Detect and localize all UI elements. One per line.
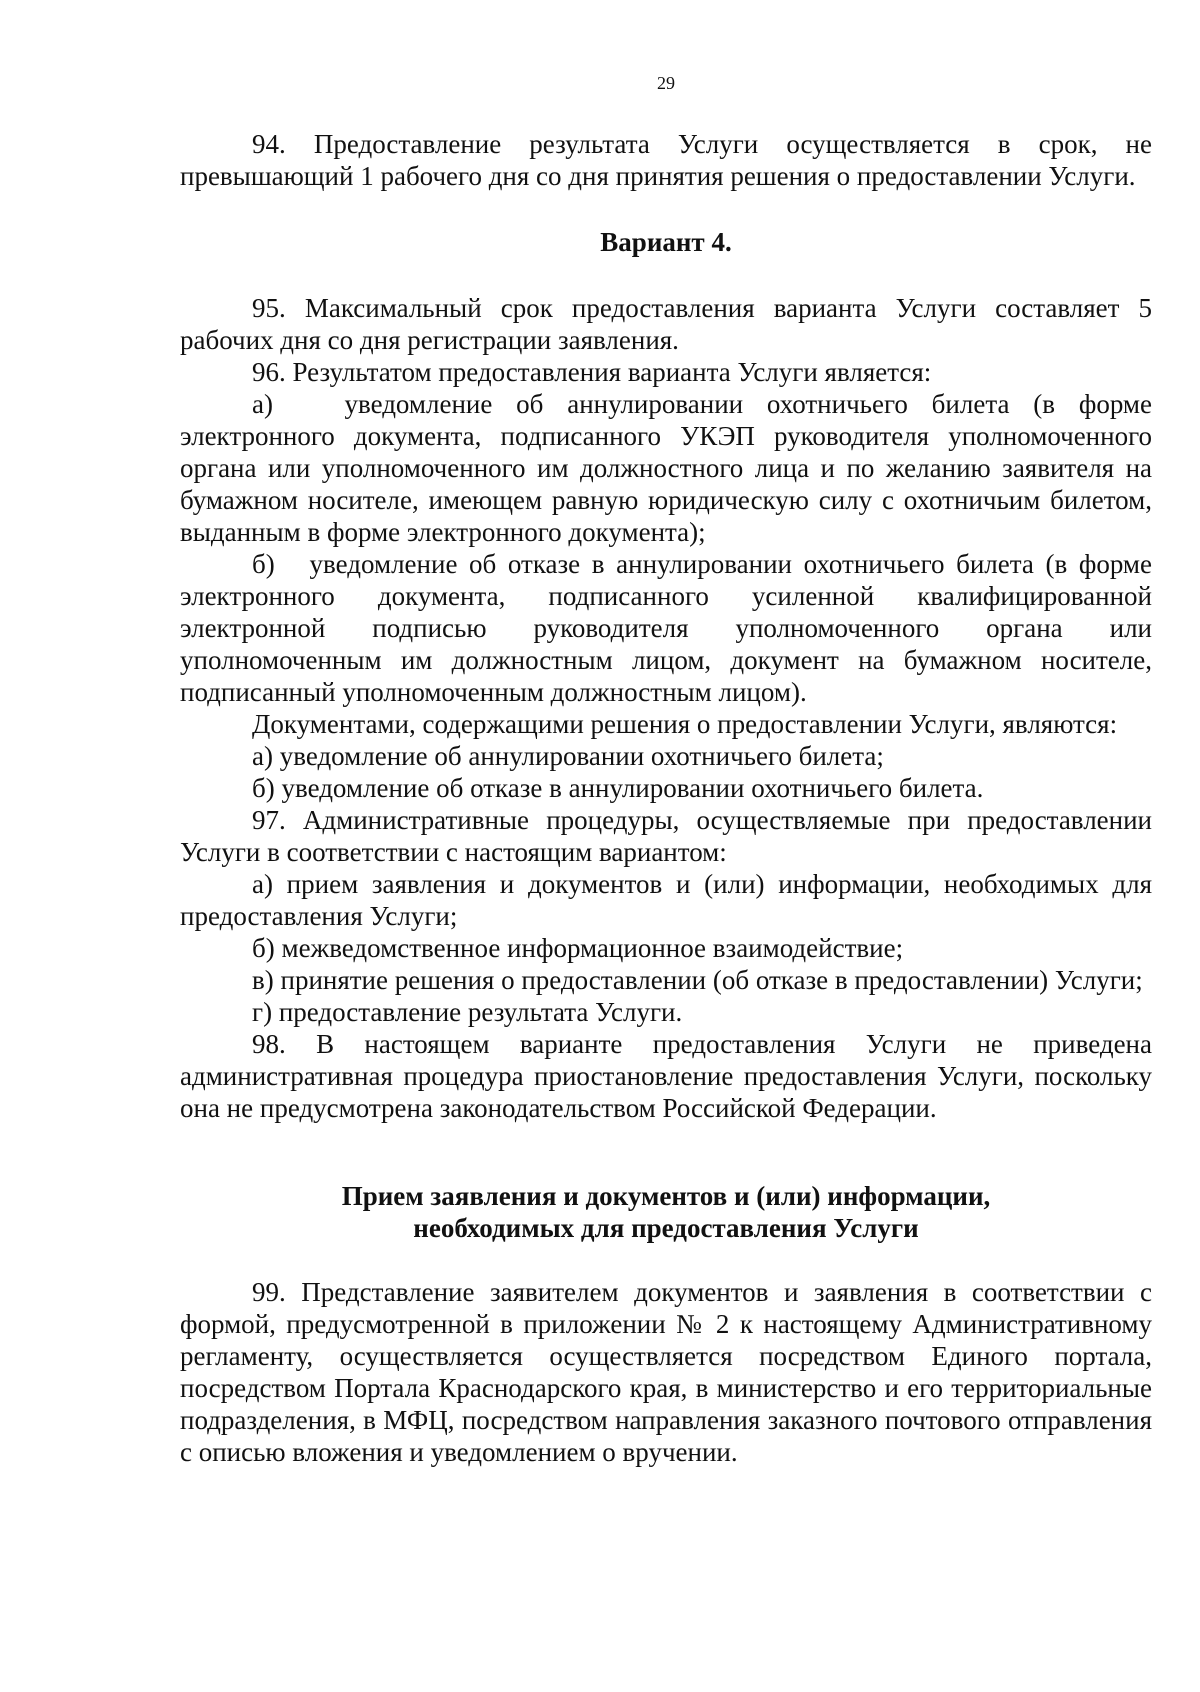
paragraph-95: 95. Максимальный срок предоставления варианта Услуги составляет 5 рабочих дня со дня регистрации заявления. bbox=[180, 293, 1152, 355]
variant-heading: Вариант 4. bbox=[600, 227, 732, 257]
list-item-97b: б) межведомственное информационное взаимодействие; bbox=[252, 933, 904, 963]
section-heading bbox=[180, 1180, 1152, 1244]
paragraph-98: 98. В настоящем варианте предоставления Услуги не приведена административная процедура приостановление предоставления Услуги, поскольку она не предусмотрена законодательством Российской Федерации. bbox=[180, 1029, 1152, 1123]
paragraph-94: 94. Предоставление результата Услуги осуществляется в срок, не превышающий 1 рабочего дня со дня принятия решения о предоставлении Услуги. bbox=[180, 129, 1152, 191]
list-item-doc-b: б) уведомление об отказе в аннулировании охотничьего билета. bbox=[252, 773, 984, 803]
list-item-96b: б) уведомление об отказе в аннулировании охотничьего билета (в форме электронного документа, подписанного усиленной квалифицированной электронной подписью руководителя уполномоченного органа или уполномоченным им должностным лицом, документ на бумажном носителе, подписанный уполномоченным должностным лицом). bbox=[180, 549, 1152, 707]
list-item-97c: в) принятие решения о предоставлении (об отказе в предоставлении) Услуги; bbox=[252, 965, 1143, 995]
paragraph-97: 97. Административные процедуры, осуществляемые при предоставлении Услуги в соответствии с настоящим вариантом: bbox=[180, 805, 1152, 867]
list-item-doc-a: а) уведомление об аннулировании охотничьего билета; bbox=[252, 741, 884, 771]
page-number: 29 bbox=[657, 73, 675, 93]
list-item-97d: г) предоставление результата Услуги. bbox=[252, 997, 683, 1027]
list-item-97a: а) прием заявления и документов и (или) информации, необходимых для предоставления Услуги; bbox=[180, 869, 1152, 931]
section-heading-line-1: Прием заявления и документов и (или) информации, bbox=[341, 1181, 991, 1211]
section-heading-line-2: необходимых для предоставления Услуги bbox=[413, 1213, 919, 1243]
paragraph-99: 99. Представление заявителем документов и заявления в соответствии с формой, предусмотренной в приложении № 2 к настоящему Административному регламенту, осуществляется осуществляется посредством Единого портала, посредством Портала Краснодарского края, в министерство и его территориальные подразделения, в МФЦ, посредством направления заказного почтового отправления с описью вложения и уведомлением о вручении. bbox=[180, 1277, 1152, 1467]
paragraph-documents: Документами, содержащими решения о предоставлении Услуги, являются: bbox=[252, 709, 1118, 739]
paragraph-96: 96. Результатом предоставления варианта Услуги является: bbox=[252, 357, 932, 387]
list-item-96a: а) уведомление об аннулировании охотничьего билета (в форме электронного документа, подписанного УКЭП руководителя уполномоченного органа или уполномоченного им должностного лица и по желанию заявителя на бумажном носителе, имеющем равную юридическую силу с охотничьим билетом, выданным в форме электронного документа); bbox=[180, 389, 1152, 547]
